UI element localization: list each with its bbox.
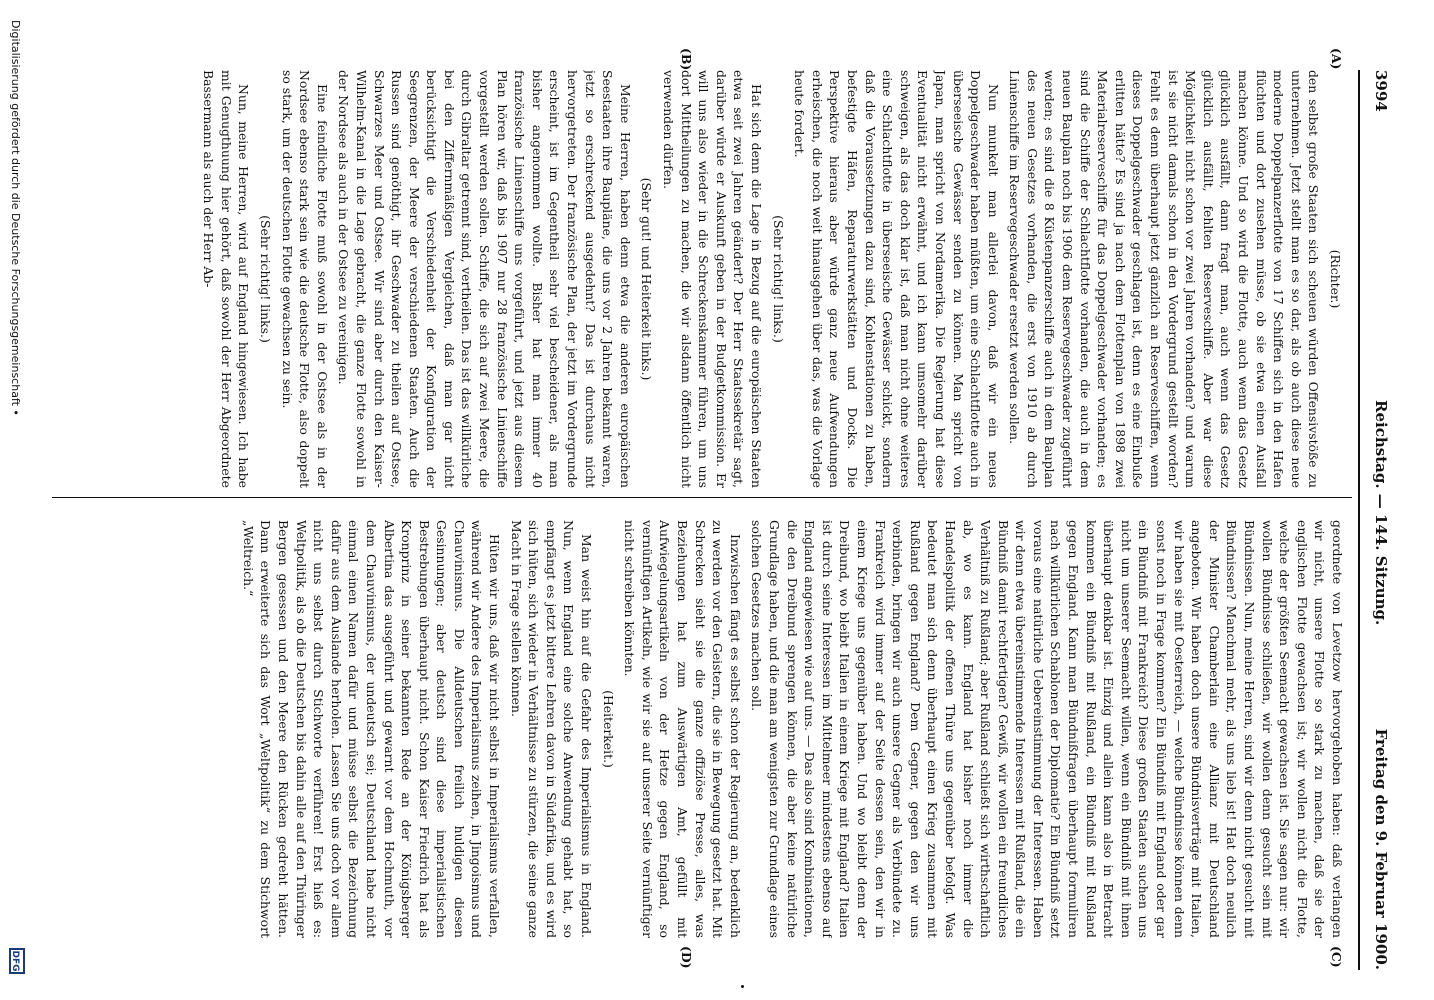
paragraph: Inzwischen fängt es selbst schon der Regierung an, bedenklich zu werden vor den Geistern, die sie in Bewegung gesetzt hat. Mit Schrecken sieht sie die ganze offiziöse Presse, alles, was Beziehungen hat zum Auswärtigen Amt, gefüllt mit Aufwiegelungsartikeln von der Hetze gegen England, so vernünftigen Artikeln, wie wir sie auf unserer Seite vernünftiger nicht schreiben könnten. xyxy=(622,520,743,938)
funding-note: Digitalisierung gefördert durch die Deutsche Forschungsgemeinschaft • xyxy=(9,20,22,416)
paragraph: geordnete von Levetzow hervorgehoben haben: daß verlangen wir nicht, unsere Flotte so stark zu machen, daß sie der englischen Flotte gewachsen ist; wir wollen nicht die Flotte, welche der größten Seemacht gewachsen ist. Sie sagen nur: wir wollen Bündnisse schließen, wir wollen denn gesucht sein mit Bündnissen. Nun, meine Herren, sind wir denn nicht gesucht mit Bündnissen? Manchmal mehr, als uns lieb ist! Hat doch neulich der Minister Chamberlain eine Allianz mit Deutschland angeboten. Wir haben doch unsere Bündnisverträge mit Italien, wir haben sie mit Oesterreich, — welche Bündnisse können denn sonst noch in Frage kommen? Ein Bündniß mit England oder gar ein Bündniß mit Frankreich? Diese großen Staaten suchen uns nicht um unserer Seemacht willen, wenn ein Bündniß mit ihnen überhaupt denkbar ist. Einzig und allein kann also in Betracht kommen ein Bündniß mit Rußland, ein Bündniß mit Rußland gegen England. Kann man Bündnißfragen überhaupt formuliren nach willkürlichen Schablonen der Diplomatie? Ein Bündniß setzt voraus eine natürliche Uebereinstimmung der Interessen. Haben wir denn etwa übereinstimmende Interessen mit Rußland, die ein Bündniß damit rechtfertigen? Gewiß, wir wollen ein freundliches Verhältniß zu Rußland; aber Rußland schließt sich wirthschaftlich ab, wo es kann. England hat bisher noch immer die Handelspolitik der offenen Thüre uns gegenüber befolgt. Was bedeutet man sich denn überhaupt einen Krieg zusammen mit Rußland gegen England? Dem Gegner, gegen den wir uns verbinden, bringen wir auch unsere Gegner als Verbündete zu. Frankreich wird immer auf der Seite dessen sein, den wir in einem Kriege uns gegenüber haben. Und wo bleibt denn der Dreibund, wo bleibt Italien in einem Kriege mit England? Italien ist durch seine Interessen im Mittelmeer mindestens ebenso auf England angewiesen wie auf uns. — Das also sind Kombinationen, die den Dreibund sprengen können, die aber keine natürliche Grundlage haben, und die man am wenigsten zur Grundlage eines solchen Gesetzes machen soll. xyxy=(749,520,1345,938)
left-column xyxy=(96,70,1346,488)
session-date: Freitag den 9. Februar 1900. xyxy=(1372,728,1390,970)
paragraph: Man weist hin auf die Gefahr des Imperialismus in England. Nun, wenn England eine solche Anwendung gehabt hat, so empfängt es jetzt bittere Lehren davon in Südafrika, und es wird sich hüten, sich wieder in Verhältnisse zu stürzen, die seine ganze Macht in Frage stellen können. xyxy=(508,520,595,938)
paragraph: Hat sich denn die Lage in Bezug auf die europäischen Staaten etwa seit zwei Jahren geändert? Der Herr Staatssekretär sagt, darüber würde er Auskunft geben in der Budgetkommission. Er will uns also wieder in die Schreckenskammer führen, um uns dort Mittheilungen zu machen, die wir alsdann öffentlich nicht verwenden dürfen. xyxy=(661,70,764,488)
interjection: (Sehr richtig! links.) xyxy=(770,215,786,343)
ink-dot xyxy=(741,985,744,988)
interjection: (Sehr richtig! links.) xyxy=(257,215,273,343)
interjection: (Sehr gut! und Heiterkeit links.) xyxy=(639,177,655,381)
margin-letter-d: (D) xyxy=(679,946,694,969)
paragraph: Meine Herren, haben denn etwa die anderen europäischen Seestaaten ihre Baupläne, die uns vor 2 Jahren bekannt waren, jetzt so erschreckend ausgedehnt? Das ist durchaus nicht hervorgetreten. Der französische Plan, der jetzt im Vordergrunde erscheint, ist im Gegentheil sehr viel bescheidener, als man bisher angenommen wollte. Bisher hat man immer 40 französische Linienschiffe uns vorgeführt, und jetzt aus diesem Plan hören wir, daß bis 1907 nur 28 französische Linienschiffe vorgestellt werden sollen. Schiffe, die sich auf zwei Meere, die durch Gibraltar getrennt sind, vertheilen. Das ist das willkürliche bei den Ziffernmäßigen Vergleichen, daß man gar nicht berücksichtigt die Verschiedenheit der Konfiguration der Seegrenzen, der Meere der verschiedenen Staaten. Auch die Russen sind genöthigt, ihr Geschwader zu theilen auf Ostsee, Schwarzes Meer und Ostsee. Wir sind aber durch den Kaiser-Wilhelm-Kanal in die Lage gebracht, die ganze Flotte sowohl in der Nordsee als auch in der Ostsee zu vereinigen. xyxy=(336,70,633,488)
interjection: (Heiterkeit.) xyxy=(600,690,616,768)
paragraph: Hüten wir uns, daß wir nicht selbst in Imperialismus verfallen, während wir Andere des Imperialismus zeihen, in Jingoismus und Chauvinismus. Die Alldeutschen freilich huldigen diesen Gesinnungen; aber deutsch sind diese imperialistischen Bestrebungen überhaupt nicht. Schon Kaiser Friedrich hat als Kronprinz in seiner bekannten Rede an der Königsberger Albertina das ausgeführt und gewarnt vor dem Hochmuth, vor dem Chauvinismus, der undeutsch sei; Deutschland habe nicht einmal einen Namen dafür und müsse selbst die Bezeichnung dafür aus dem Auslande herholen. Lassen Sie uns doch vor allem nicht uns selbst durch Stichworte verführen! Erst hieß es: Weltpolitik, als ob die Deutschen bis dahin alle auf den Thüringer Bergen gesessen und den Meere den Rücken gedreht hätten. Dann erweiterte sich das Wort „Weltpolitik“ zu dem Stichwort „Weltreich.“ xyxy=(240,520,503,938)
margin-letter-c: (C) xyxy=(1329,946,1344,968)
paragraph: Eine feindliche Flotte muß sowohl in der Ostsee als in der Nordsee ebenso stark sein wie die deutsche Flotte, also doppelt so stark, um der deutschen Flotte gewachsen zu sein. xyxy=(279,70,330,488)
margin-letter-a: (A) xyxy=(1329,48,1344,70)
dfg-logo-icon: DFG xyxy=(9,948,25,974)
margin-letter-b: (B) xyxy=(679,48,694,71)
right-column xyxy=(96,520,1346,938)
speaker-name: (Richter.) xyxy=(1328,249,1343,309)
paragraph: Nun munkelt man allerlei davon, daß wir ein neues Doppelgeschwader haben müßten, um eine Schlachtflotte auch in überseeische Gewässer senden zu können. Man spricht von Japan, man spricht von Nordamerika. Die Regierung hat diese Eventualität nicht erwähnt, und ich kann umsomehr darüber schweigen, als das doch klar ist, daß man nicht ohne weiteres eine Schlachtflotte in überseeische Gewässer schickt, sondern daß die Voraussetzungen dazu sind, Kohlenstationen zu haben, befestigte Häfen, Reparaturwerkstätten und Docks. Die Perspektive hieraus aber würde ganz neue Aufwendungen erheischen, die noch weit hinausgehen über das, was die Vorlage heute fordert. xyxy=(792,70,1001,488)
page-number: 3994 xyxy=(1372,70,1390,112)
session-title: Reichstag. — 144. Sitzung. xyxy=(1372,400,1390,626)
page-header xyxy=(1358,70,1394,970)
column-divider xyxy=(52,497,1352,498)
digitization-footer xyxy=(2,0,28,1000)
paragraph: Nun, meine Herren, wird auf England hingewiesen. Ich habe mit Genugthuung hier gehört, daß sowohl der Herr Abgeordnete Bassermann als auch der Herr Ab- xyxy=(201,70,252,488)
paragraph: den selbst große Staaten sich scheuen würden Offensivstöße zu unternehmen. Jetzt stellt man es so dar, als ob auch diese neue moderne Doppelpanzerflotte von 17 Schiffen sich in den Hafen flüchten und dort zusehen müsse, ob sie etwa einen Ausfall machen könne. Und so wird die Flotte, auch wenn das Gesetz glücklich ausfällt, dann fragt man, auch wenn das Gesetz glücklich ausfällt, fehlten Reserveschiffe. Aber war diese Möglichkeit nicht schon vor zwei Jahren vorhanden? und warum ist sie nicht damals schon in den Vordergrund gestellt worden? Fehlt es denn überhaupt jetzt gänzlich an Reserveschiffen, wenn dieses Doppelgeschwader geschlagen ist, denn es eine Einbuße erlitten hätte? Es sind ja nach dem Flottenplan von 1898 zwei Materialreserveschiffe für das Doppelgeschwader vorhanden; es sind die Schiffe der Schlachtflotte vorhanden, die auch in dem neuen Bauplan noch bis 1906 dem Reservegeschwader zugeführt werden; es sind die 8 Küstenpanzerschiffe auch in dem Bauplan des neuen Gesetzes vorhanden, die erst von 1910 ab durch Linienschiffe im Reservegeschwader ersetzt werden sollen. xyxy=(1007,70,1322,488)
